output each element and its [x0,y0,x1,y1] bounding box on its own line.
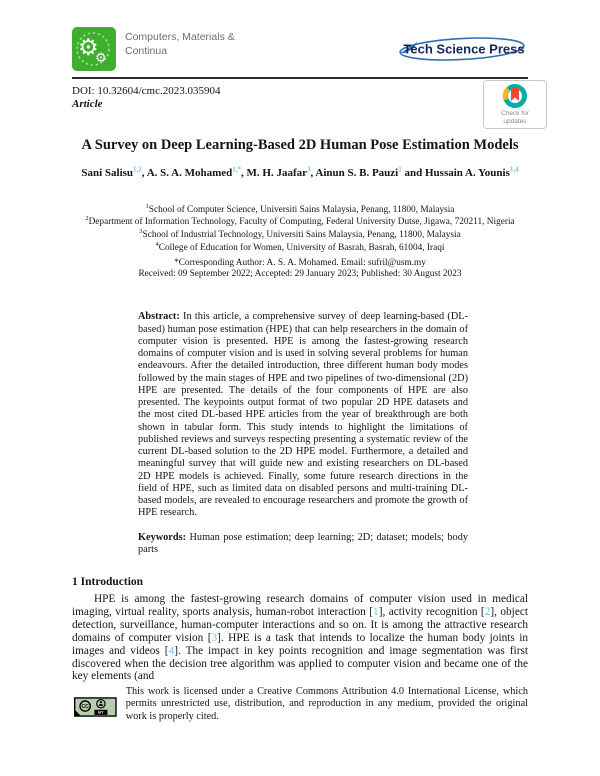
author-line [0,165,600,179]
cc-by-badge-icon[interactable] [74,686,117,728]
check-line2: updates [503,118,527,125]
citation-ref[interactable]: 2 [484,606,491,619]
journal-header [0,0,600,76]
check-for-updates-badge[interactable] [483,80,547,129]
publisher-logo [396,27,528,68]
affiliation-line: $^4$College of Education for Women, University of Basrah, Basrah, 61004, Iraqi [155,241,445,254]
page-title: A Survey on Deep Learning-Based 2D Human Pose Estimation Models [81,137,519,153]
keywords-label: Keywords: [138,531,187,543]
publisher-swoosh-icon [396,35,528,63]
svg-text:⚙: ⚙ [95,51,107,66]
journal-name [125,27,235,58]
abstract-text: In this article, a comprehensive survey of deep learning-based (DL-based) human pose estimation (HPE) that can help researchers in the domain of computer vision is presented. HPE is among the fastest-growing research domains of computer vision and is used in solving several problems for human endeavours. After the detailed introduction, three different human body modes followed by the main stages of HPE and two pipelines of two-dimensional (2D) HPE are presented. The details of the four components of HPE are also presented. The keypoints output format of two popular 2D HPE datasets and the most cited DL-based HPE articles from the year of breakthrough are both shown in tabular form. This study intends to highlight the limitations of published reviews and surveys respecting presenting a systematic review of the current DL-based solution to the 2D HPE model. Furthermore, a detailed and meaningful survey that will guide new and existing researchers on DL-based 2D HPE models is achieved. Finally, some future research directions in the field of HPE, such as limited data on disabled persons and multi-training DL-based models, are revealed to encourage researchers and promote the growth of HPE research. [138,311,468,519]
affiliation-line: $^2$Department of Information Technology, Faculty of Computing, Federal University Dutse, Jigawa, 720211, Nigeria [85,215,515,228]
check-for-updates-label [501,110,529,126]
affiliations [0,203,600,254]
license-footer [74,686,528,728]
author-affil-sup: 3 [306,165,311,173]
author: M. H. Jaafar$^3$, [246,165,316,179]
abstract-label: Abstract: [138,311,180,323]
journal-name-line2: Continua [125,45,168,58]
cc-by-label: BY [98,709,104,715]
citation-ref[interactable]: 3 [211,631,218,644]
cc-circle-label: CC [81,704,89,711]
corresponding-author-line[interactable]: *Corresponding Author: A. S. A. Mohamed. Email: sufril@usm.my [174,258,426,269]
affiliation-line: $^1$School of Computer Science, Universiti Sains Malaysia, Penang, 11800, Malaysia [145,202,455,215]
author: A. S. A. Mohamed$^{1,*}$, [146,165,247,179]
doi-text: DOI: 10.32604/cmc.2023.035904 [72,85,221,97]
dates-line: Received: 09 September 2022; Accepted: 29 January 2023; Published: 30 August 2023 [138,269,462,280]
journal-logo [72,27,116,76]
author: Sani Salisu$^{1,2}$, [81,165,147,179]
citation-ref[interactable]: 4 [168,644,175,657]
author: Ainun S. B. Pauzi$^1$ and [315,165,425,179]
crossmark-icon [502,83,528,109]
section-heading-introduction: 1 Introduction [72,576,144,589]
svg-text:⚙: ⚙ [78,35,99,61]
abstract [138,311,468,519]
license-text: This work is licensed under a Creative Commons Attribution 4.0 International License, which permits unrestricted use, distribution, and reproduction in any medium, provided the original work is properly cited. [125,686,528,722]
article-type-label: Article [72,98,103,110]
publisher-name: Tech Science Press [403,41,525,57]
author-affil-sup: 1,2 [133,165,142,173]
citation-ref[interactable]: 1 [373,606,379,619]
author: Hussain A. Younis$^{1,4}$ [424,165,519,179]
author-affil-sup: 1,4 [509,165,519,173]
keywords [138,532,468,557]
author-affil-sup: 1,* [232,165,241,173]
author-affil-sup: 1 [398,165,402,173]
gears-icon [72,27,116,71]
affiliation-line: $^3$School of Industrial Technology, Universiti Sains Malaysia, Penang, 11800, Malaysia [139,228,461,241]
keywords-text: Human pose estimation; deep learning; 2D; dataset; models; body parts [138,531,468,555]
check-line1: Check for [501,110,529,118]
journal-name-line1: Computers, Materials & [125,31,235,43]
introduction-paragraph: HPE is among the fastest-growing research domains of computer vision used in medical imaging, virtual reality, sports analysis, human-robot interaction [1], activity recognition [2], object detection, surveillance, human-computer interactions and so on. It is among the attractive research domains of computer vision [3]. HPE is a task that intends to localize the human body joints in images and videos [4]. The impact in key points recognition and image segmentation was first discovered when the decision tree algorithm was applied to computer vision and became one of the key elements (and [72,593,528,683]
